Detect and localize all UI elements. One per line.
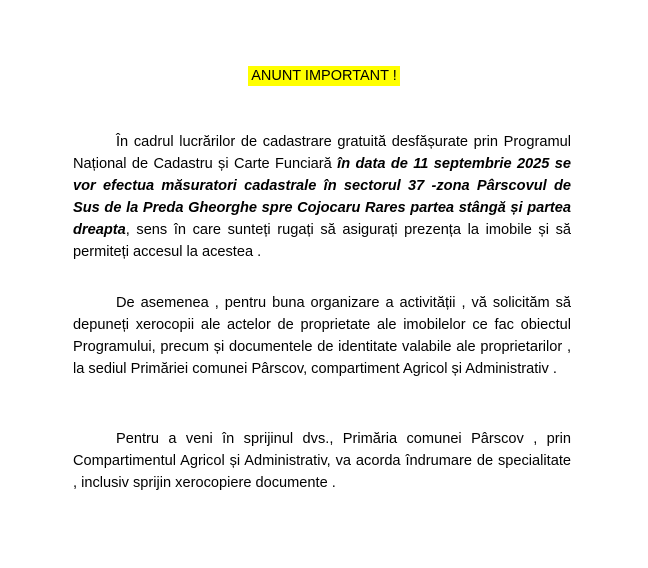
paragraph3-text: Pentru a veni în sprijinul dvs., Primăria comunei Pârscov , prin Compartimentul Agricol și Administrativ, va acorda îndrumare de specialitate , inclusiv sprijin xerocopiere documente . — [73, 431, 571, 491]
title-container — [0, 66, 648, 86]
paragraph-documents-request — [73, 292, 571, 380]
paragraph2-text: De asemenea , pentru buna organizare a activității , vă solicităm să depuneți xerocopii ale actelor de proprietate ale imobilelor ce fac obiectul Programului, precum și documentele de identitate valabile ale proprietarilor , la sediul Primăriei comunei Pârscov, compartiment Agricol și Administrativ . — [73, 295, 571, 377]
paragraph1-highlighted-date-zone: în data de 11 septembrie 2025 se vor efectua măsuratori cadastrale în sectorul 37 -zona Pârscovul de Sus de la Preda Gheorghe spre Cojocaru Rares partea stângă și partea dreapta — [73, 156, 571, 238]
paragraph1-text-start: În cadrul lucrărilor de cadastrare gratuită desfășurate prin Programul Național de Cadastru și Carte Funciară — [73, 134, 571, 172]
paragraph-assistance — [73, 428, 571, 494]
announcement-title: ANUNT IMPORTANT ! — [248, 66, 400, 86]
paragraph-cadastre-schedule — [73, 131, 571, 263]
paragraph1-text-end: , sens în care sunteți rugați să asigurați prezența la imobile și să permiteți accesul la acestea . — [73, 222, 571, 260]
